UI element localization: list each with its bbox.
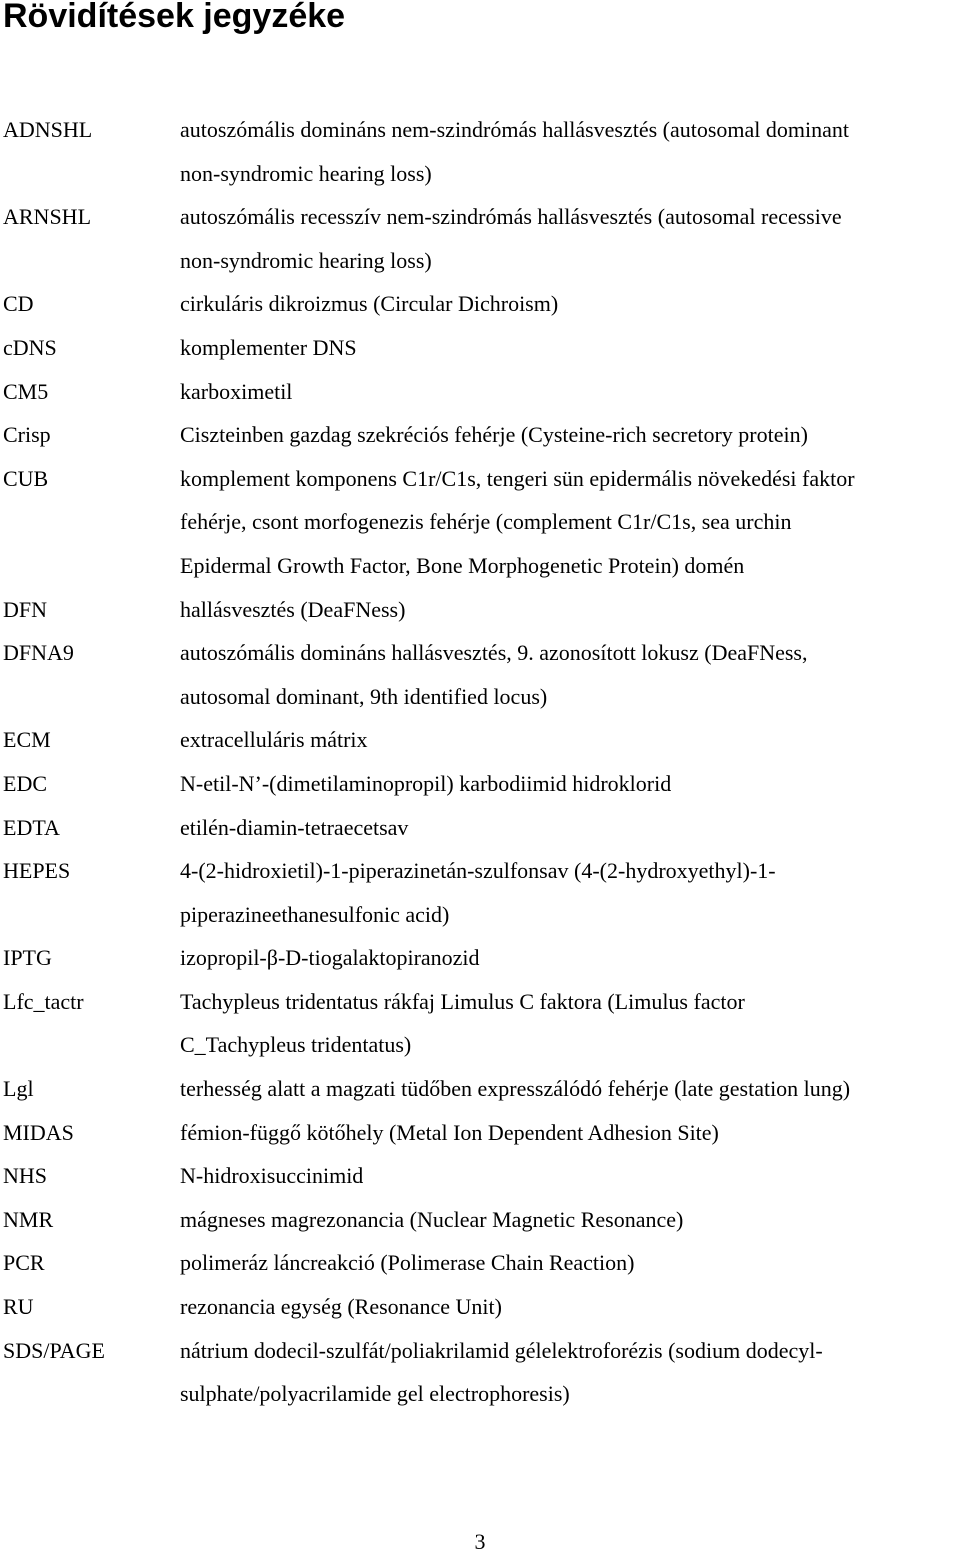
- abbreviation-entry: [0, 195, 960, 282]
- abbreviation-entry: [0, 936, 960, 980]
- abbreviation-term: CUB: [3, 465, 49, 491]
- abbreviation-definition: [180, 1067, 960, 1111]
- abbreviation-term: ECM: [3, 727, 51, 753]
- definition-line: etilén-diamin-tetraecetsav: [180, 814, 409, 840]
- abbreviation-definition: [180, 326, 960, 370]
- abbreviation-entry: [0, 631, 960, 718]
- abbreviation-term: cDNS: [3, 334, 57, 360]
- abbreviation-term: EDTA: [3, 814, 60, 840]
- abbreviation-entry: [0, 718, 960, 762]
- abbreviation-term: ADNSHL: [3, 117, 93, 142]
- definition-line: Tachypleus tridentatus rákfaj Limulus C faktora (Limulus factor: [180, 988, 745, 1014]
- abbreviation-term: Crisp: [3, 422, 51, 448]
- abbreviation-definition: [180, 631, 960, 718]
- abbreviation-term: NMR: [3, 1206, 54, 1232]
- abbreviation-entry: [0, 1285, 960, 1329]
- definition-line: cirkuláris dikroizmus (Circular Dichroism): [180, 291, 559, 317]
- abbreviation-definition: [180, 195, 960, 282]
- abbreviation-entry: [0, 1241, 960, 1285]
- abbreviation-entry: [0, 806, 960, 850]
- definition-line: Epidermal Growth Factor, Bone Morphogenetic Protein) domén: [180, 552, 745, 578]
- definition-line: autoszómális recesszív nem-szindrómás hallásvesztés (autosomal recessive: [180, 204, 842, 230]
- abbreviation-definition: [180, 282, 960, 326]
- abbreviation-entry: [0, 326, 960, 370]
- abbreviation-term: CD: [3, 291, 34, 317]
- abbreviation-term: ARNSHL: [3, 204, 92, 230]
- page-number: 3: [474, 1529, 486, 1554]
- abbreviation-term: DFNA9: [3, 640, 74, 666]
- abbreviation-entry: [0, 370, 960, 414]
- abbreviation-term: PCR: [3, 1250, 45, 1276]
- definition-line: fehérje, csont morfogenezis fehérje (complement C1r/C1s, sea urchin: [180, 509, 792, 535]
- abbreviation-entry: [0, 108, 960, 195]
- abbreviation-definition: [180, 370, 960, 414]
- abbreviation-definition: [180, 980, 960, 1067]
- definition-line: komplementer DNS: [180, 334, 357, 360]
- abbreviation-entry: [0, 1154, 960, 1198]
- abbreviation-term: Lgl: [3, 1076, 34, 1102]
- abbreviation-definition: [180, 588, 960, 632]
- definition-line: karboximetil: [180, 378, 293, 404]
- definition-line: extracelluláris mátrix: [180, 727, 368, 753]
- abbreviation-term: RU: [3, 1294, 34, 1320]
- definition-line: piperazineethanesulfonic acid): [180, 901, 450, 927]
- definition-line: mágneses magrezonancia (Nuclear Magnetic Resonance): [180, 1206, 684, 1232]
- abbreviation-list: [0, 108, 960, 1416]
- abbreviation-entry: [0, 1111, 960, 1155]
- definition-line: terhesség alatt a magzati tüdőben expresszálódó fehérje (late gestation lung): [180, 1076, 851, 1102]
- abbreviation-entry: [0, 282, 960, 326]
- definition-line: N-etil-N’-(dimetilaminopropil) karbodiimid hidroklorid: [180, 770, 672, 796]
- abbreviation-term: Lfc_tactr: [3, 988, 84, 1014]
- definition-line: fémion-függő kötőhely (Metal Ion Dependent Adhesion Site): [180, 1119, 719, 1145]
- definition-line: nátrium dodecil-szulfát/poliakrilamid gélelektroforézis (sodium dodecyl-: [180, 1337, 823, 1363]
- abbreviation-term: NHS: [3, 1163, 48, 1189]
- abbreviation-definition: [180, 806, 960, 850]
- definition-line: autoszómális domináns hallásvesztés, 9. azonosított lokusz (DeaFNess,: [180, 640, 808, 666]
- abbreviation-entry: [0, 1329, 960, 1416]
- definition-line: sulphate/polyacrilamide gel electrophoresis): [180, 1381, 570, 1407]
- definition-line: non-syndromic hearing loss): [180, 160, 432, 186]
- abbreviation-term: DFN: [3, 596, 48, 622]
- definition-line: Ciszteinben gazdag szekréciós fehérje (Cysteine-rich secretory protein): [180, 422, 808, 448]
- abbreviation-entry: [0, 457, 960, 588]
- abbreviation-definition: [180, 1154, 960, 1198]
- abbreviation-definition: [180, 413, 960, 457]
- page-title: Rövidítések jegyzéke: [3, 0, 346, 35]
- abbreviation-term: MIDAS: [3, 1119, 74, 1145]
- definition-line: komplement komponens C1r/C1s, tengeri sün epidermális növekedési faktor: [180, 465, 855, 491]
- abbreviation-definition: [180, 108, 960, 195]
- abbreviation-definition: [180, 762, 960, 806]
- abbreviation-term: EDC: [3, 770, 47, 796]
- abbreviation-term: HEPES: [3, 858, 71, 884]
- abbreviation-definition: [180, 457, 960, 588]
- abbreviation-entry: [0, 413, 960, 457]
- abbreviation-term: CM5: [3, 378, 49, 404]
- abbreviation-definition: [180, 1198, 960, 1242]
- definition-line: izopropil-β-D-tiogalaktopiranozid: [180, 945, 480, 971]
- definition-line: hallásvesztés (DeaFNess): [180, 596, 406, 622]
- abbreviation-entry: [0, 588, 960, 632]
- abbreviation-definition: [180, 1329, 960, 1416]
- abbreviation-entry: [0, 980, 960, 1067]
- abbreviation-entry: [0, 1198, 960, 1242]
- definition-line: rezonancia egység (Resonance Unit): [180, 1294, 502, 1320]
- abbreviation-definition: [180, 1111, 960, 1155]
- abbreviation-definition: [180, 1285, 960, 1329]
- definition-line: C_Tachypleus tridentatus): [180, 1032, 412, 1058]
- abbreviation-term: SDS/PAGE: [3, 1337, 105, 1363]
- definition-line: polimeráz láncreakció (Polimerase Chain Reaction): [180, 1250, 635, 1276]
- definition-line: autoszómális domináns nem-szindrómás hallásvesztés (autosomal dominant: [180, 117, 850, 142]
- abbreviation-definition: [180, 936, 960, 980]
- abbreviation-entry: [0, 1067, 960, 1111]
- definition-line: 4-(2-hidroxietil)-1-piperazinetán-szulfonsav (4-(2-hydroxyethyl)-1-: [180, 858, 776, 884]
- definition-line: non-syndromic hearing loss): [180, 247, 432, 273]
- definition-line: N-hidroxisuccinimid: [180, 1163, 364, 1189]
- abbreviation-entry: [0, 762, 960, 806]
- abbreviation-definition: [180, 849, 960, 936]
- abbreviation-entry: [0, 849, 960, 936]
- definition-line: autosomal dominant, 9th identified locus): [180, 683, 548, 709]
- abbreviation-definition: [180, 718, 960, 762]
- abbreviation-term: IPTG: [3, 945, 52, 971]
- abbreviation-definition: [180, 1241, 960, 1285]
